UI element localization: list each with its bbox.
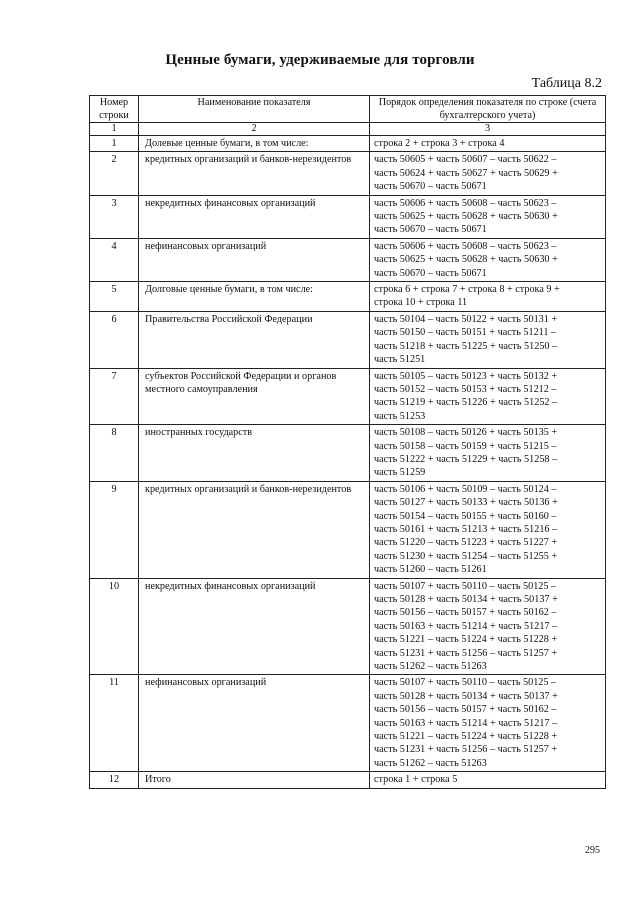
page-title: Ценные бумаги, удерживаемые для торговли (165, 52, 475, 68)
table-row (90, 425, 606, 482)
calculation-order-line: часть 50108 – часть 50126 + часть 50135 + (374, 427, 558, 439)
row-number-cell: 2 (90, 152, 139, 195)
calculation-order-line: часть 50154 – часть 50155 + часть 50160 – (374, 510, 557, 522)
calculation-order-line: часть 50605 + часть 50607 – часть 50622 – (374, 154, 557, 166)
table-row (90, 675, 606, 772)
table-row (90, 195, 606, 238)
header-row-number: Номер строки (90, 96, 139, 123)
indicator-name-cell (139, 282, 370, 312)
calculation-order-line: часть 50670 – часть 50671 (374, 267, 487, 279)
calculation-order-line: часть 50606 + часть 50608 – часть 50623 – (374, 197, 557, 209)
calculation-order-line: часть 50606 + часть 50608 – часть 50623 – (374, 240, 557, 252)
column-numbers-row (90, 123, 606, 136)
calculation-order-line: часть 51221 – часть 51224 + часть 51228 + (374, 634, 558, 646)
indicator-name: кредитных организаций и банков-нерезидентов (145, 483, 352, 495)
table-caption: Таблица 8.2 (531, 76, 602, 91)
calculation-order-line: часть 51259 (374, 467, 426, 479)
indicators-table (89, 95, 606, 789)
calculation-order-line: часть 51231 + часть 51256 – часть 51257 + (374, 744, 558, 756)
calculation-order-line: часть 50128 + часть 50134 + часть 50137 + (374, 594, 558, 605)
calculation-order-line: часть 50670 – часть 50671 (374, 181, 487, 193)
indicator-name-cell (139, 238, 370, 281)
table-body (90, 136, 606, 789)
indicator-name: Итого (145, 774, 171, 786)
calculation-order-cell (370, 425, 606, 482)
calculation-order-line: часть 50161 + часть 51213 + часть 51216 – (374, 523, 558, 535)
row-number-cell: 8 (90, 425, 139, 482)
calculation-order-line: часть 50128 + часть 50134 + часть 50137 + (374, 690, 558, 702)
indicator-name: субъектов Российской Федерации и органов местного самоуправления (145, 370, 337, 395)
calculation-order-cell (370, 136, 606, 152)
indicator-name-cell (139, 195, 370, 238)
calculation-order-line: часть 51222 + часть 51229 + часть 51258 – (374, 453, 558, 465)
indicator-name-cell (139, 311, 370, 368)
calculation-order-line: часть 51231 + часть 51256 – часть 51257 + (374, 647, 558, 659)
row-number-cell: 1 (90, 136, 139, 152)
indicator-name: нефинансовых организаций (145, 240, 267, 252)
row-number-cell: 11 (90, 675, 139, 772)
table-row (90, 578, 606, 675)
row-number-cell: 12 (90, 772, 139, 788)
column-number-2: 2 (139, 123, 370, 136)
row-number-cell: 10 (90, 578, 139, 675)
calculation-order-line: строка 1 + строка 5 (374, 774, 458, 786)
calculation-order-cell (370, 772, 606, 788)
calculation-order-cell (370, 311, 606, 368)
calculation-order-cell (370, 238, 606, 281)
row-number-cell: 6 (90, 311, 139, 368)
indicator-name-cell (139, 481, 370, 578)
indicator-name-cell (139, 772, 370, 788)
indicator-name-cell (139, 152, 370, 195)
indicator-name: кредитных организаций и банков-нерезидентов (145, 154, 352, 166)
indicator-name: некредитных финансовых организаций (145, 197, 316, 209)
calculation-order-line: часть 50106 + часть 50109 – часть 50124 – (374, 483, 557, 495)
calculation-order-line: часть 51220 – часть 51223 + часть 51227 + (374, 537, 558, 549)
calculation-order-line: часть 51262 – часть 51263 (374, 757, 487, 769)
calculation-order-line: часть 50670 – часть 50671 (374, 224, 487, 236)
indicator-name: некредитных финансовых организаций (145, 580, 316, 592)
calculation-order-line: часть 50158 – часть 50159 + часть 51215 – (374, 440, 557, 452)
calculation-order-line: часть 50105 – часть 50123 + часть 50132 + (374, 370, 558, 382)
calculation-order-line: часть 50107 + часть 50110 – часть 50125 – (374, 580, 557, 592)
calculation-order-line: часть 51221 – часть 51224 + часть 51228 + (374, 731, 558, 743)
calculation-order-cell (370, 195, 606, 238)
calculation-order-line: часть 50625 + часть 50628 + часть 50630 + (374, 211, 558, 223)
calculation-order-line: часть 51253 (374, 410, 426, 422)
indicator-name: нефинансовых организаций (145, 677, 267, 689)
table-row (90, 238, 606, 281)
table-row (90, 368, 606, 425)
calculation-order-line: часть 50150 – часть 50151 + часть 51211 – (374, 327, 557, 339)
calculation-order-cell (370, 675, 606, 772)
calculation-order-line: часть 50624 + часть 50627 + часть 50629 + (374, 167, 558, 179)
calculation-order-line: часть 51230 + часть 51254 – часть 51255 + (374, 550, 558, 562)
calculation-order-line: часть 50163 + часть 51214 + часть 51217 – (374, 717, 558, 729)
table-row (90, 136, 606, 152)
table-row (90, 311, 606, 368)
calculation-order-line: часть 51218 + часть 51225 + часть 51250 – (374, 340, 558, 352)
calculation-order-cell (370, 368, 606, 425)
row-number-cell: 9 (90, 481, 139, 578)
calculation-order-line: часть 50163 + часть 51214 + часть 51217 – (374, 620, 558, 632)
table-row (90, 772, 606, 788)
indicator-name-cell (139, 425, 370, 482)
row-number-cell: 5 (90, 282, 139, 312)
row-number-cell: 7 (90, 368, 139, 425)
table-row (90, 152, 606, 195)
header-indicator-name: Наименование показателя (139, 96, 370, 123)
calculation-order-line: строка 6 + строка 7 + строка 8 + строка 9 + (374, 284, 560, 296)
calculation-order-line: часть 50107 + часть 50110 – часть 50125 – (374, 677, 557, 689)
calculation-order-cell (370, 282, 606, 312)
calculation-order-line: часть 50625 + часть 50628 + часть 50630 + (374, 254, 558, 266)
row-number-cell: 4 (90, 238, 139, 281)
column-number-1: 1 (90, 123, 139, 136)
indicator-name-cell (139, 368, 370, 425)
indicator-name: иностранных государств (145, 427, 253, 439)
indicator-name: Долевые ценные бумаги, в том числе: (145, 138, 309, 149)
indicator-name: Правительства Российской Федерации (145, 313, 313, 325)
calculation-order-cell (370, 481, 606, 578)
page-number: 295 (585, 845, 600, 856)
calculation-order-cell (370, 578, 606, 675)
calculation-order-line: часть 50127 + часть 50133 + часть 50136 + (374, 497, 558, 509)
column-number-3: 3 (370, 123, 606, 136)
header-calculation-order: Порядок определения показателя по строке (счета бухгалтерского учета) (370, 96, 606, 123)
calculation-order-line: строка 2 + строка 3 + строка 4 (374, 138, 505, 149)
calculation-order-line: часть 51262 – часть 51263 (374, 661, 487, 673)
calculation-order-line: часть 50156 – часть 50157 + часть 50162 – (374, 607, 557, 619)
calculation-order-line: часть 51219 + часть 51226 + часть 51252 – (374, 397, 558, 409)
table-row (90, 481, 606, 578)
table-header-row (90, 96, 606, 123)
indicator-name-cell (139, 136, 370, 152)
calculation-order-cell (370, 152, 606, 195)
indicator-name: Долговые ценные бумаги, в том числе: (145, 284, 314, 296)
row-number-cell: 3 (90, 195, 139, 238)
calculation-order-line: часть 51251 (374, 354, 426, 366)
indicator-name-cell (139, 675, 370, 772)
calculation-order-line: строка 10 + строка 11 (374, 297, 468, 309)
table-row (90, 282, 606, 312)
indicator-name-cell (139, 578, 370, 675)
calculation-order-line: часть 50104 – часть 50122 + часть 50131 + (374, 313, 558, 325)
calculation-order-line: часть 51260 – часть 51261 (374, 564, 487, 576)
calculation-order-line: часть 50156 – часть 50157 + часть 50162 – (374, 704, 557, 716)
calculation-order-line: часть 50152 – часть 50153 + часть 51212 – (374, 383, 557, 395)
